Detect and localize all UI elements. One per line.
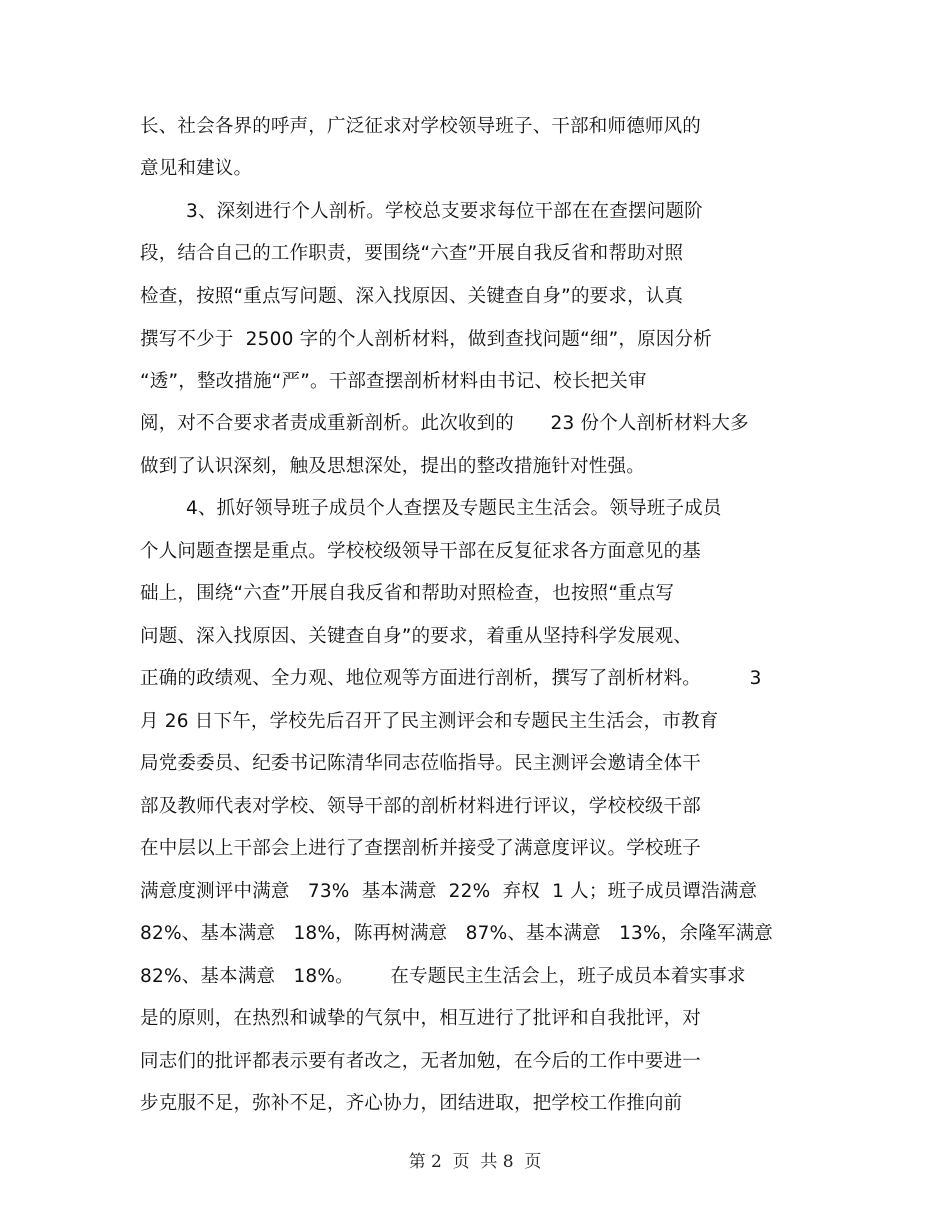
body-line: 长、社会各界的呼声，广泛征求对学校领导班子、干部和师德师风的 [140, 116, 702, 137]
body-line: 同志们的批评都表示要有者改之，无者加勉，在今后的工作中要进一 [140, 1051, 702, 1072]
body-line: 满意度测评中满意 73% 基本满意 22% 弃权 1 人；班子成员谭浩满意 [140, 881, 758, 902]
body-line: 在中层以上干部会上进行了查摆剖析并接受了满意度评议。学校班子 [140, 838, 702, 859]
body-line: 4、抓好领导班子成员个人查摆及专题民主生活会。领导班子成员 [186, 498, 722, 519]
body-line: 检查，按照“重点写问题、深入找原因、关键查自身”的要求，认真 [140, 286, 684, 307]
body-line: 段，结合自己的工作职责，要围绕“六查”开展自我反省和帮助对照 [140, 243, 684, 264]
body-line: 月 26 日下午，学校先后召开了民主测评会和专题民主生活会，市教育 [140, 711, 719, 732]
body-line: 做到了认识深刻，触及思想深处，提出的整改措施针对性强。 [140, 456, 645, 477]
body-line: 础上，围绕“六查”开展自我反省和帮助对照检查，也按照“重点写 [140, 583, 675, 604]
body-line: 步克服不足，弥补不足，齐心协力，团结进取，把学校工作推向前 [140, 1093, 683, 1114]
body-line: 撰写不少于 2500 字的个人剖析材料，做到查找问题“细”，原因分析 [140, 329, 712, 350]
body-line: 阅，对不合要求者责成重新剖析。此次收到的 23 份个人剖析材料大多 [140, 413, 749, 434]
body-line: 82%、基本满意 18%。 在专题民主生活会上，班子成员本着实事求 [140, 966, 746, 987]
page-number-footer: 第 2 页 共 8 页 [408, 1152, 542, 1172]
body-line: 3、深刻进行个人剖析。学校总支要求每位干部在在查摆问题阶 [186, 201, 703, 222]
body-line: 正确的政绩观、全力观、地位观等方面进行剖析，撰写了剖析材料。 3 [140, 668, 762, 689]
body-line: 82%、基本满意 18%，陈再树满意 87%、基本满意 13%，余隆军满意 [140, 923, 774, 944]
body-line: 问题、深入找原因、关键查自身”的要求，着重从坚持科学发展观、 [140, 626, 693, 647]
body-line: 局党委委员、纪委书记陈清华同志莅临指导。民主测评会邀请全体干 [140, 753, 702, 774]
body-line: 意见和建议。 [140, 158, 253, 179]
body-line: “透”，整改措施“严”。干部查摆剖析材料由书记、校长把关审 [140, 371, 647, 392]
body-line: 部及教师代表对学校、领导干部的剖析材料进行评议，学校校级干部 [140, 796, 702, 817]
body-line: 个人问题查摆是重点。学校校级领导干部在反复征求各方面意见的基 [140, 541, 702, 562]
body-line: 是的原则，在热烈和诚挚的气氛中，相互进行了批评和自我批评，对 [140, 1008, 702, 1029]
